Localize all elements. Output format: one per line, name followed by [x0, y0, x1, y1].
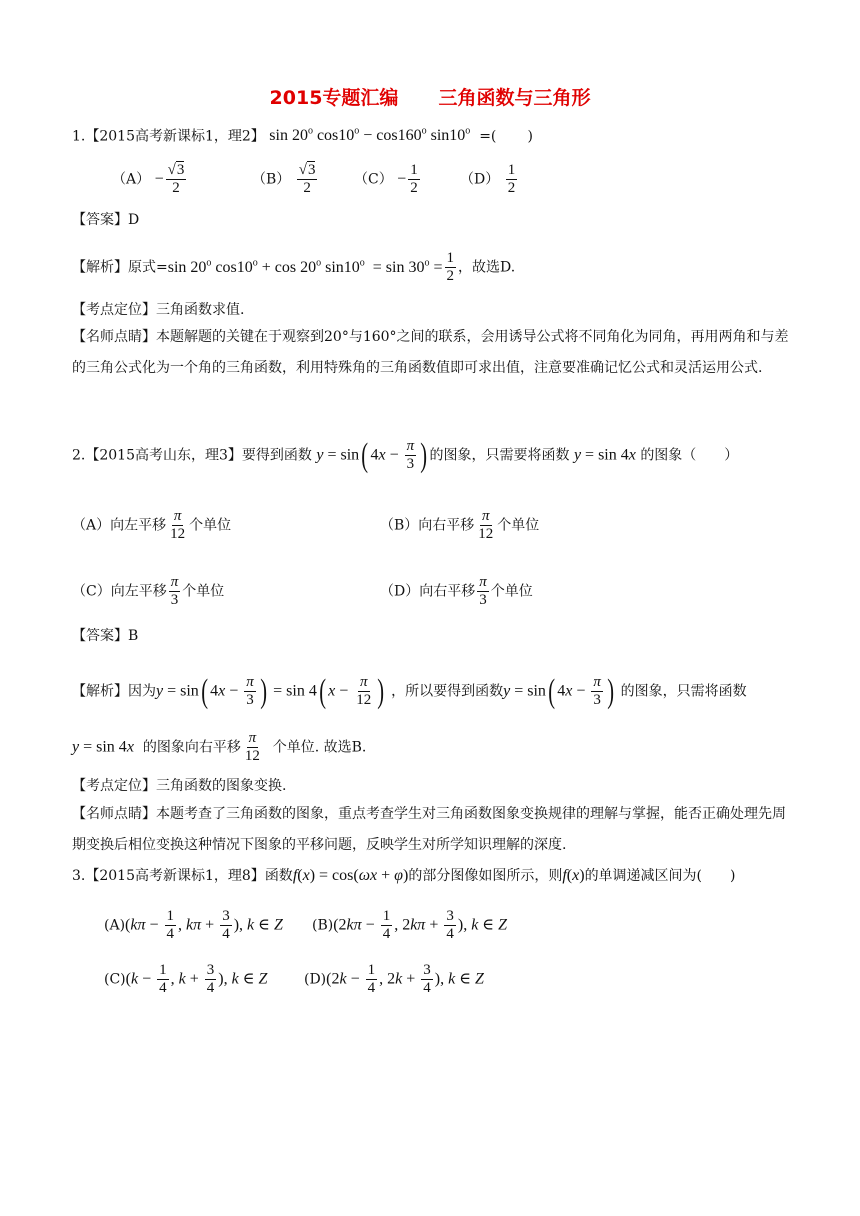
q2-option-c: （C）向左平移 $\frac{\pi}{3}$ 个单位 [72, 574, 225, 608]
q2-analysis-line2: y = sin 4x 的图象向右平移 $\frac{\pi}{12}$ 个单位. 故选B. [72, 730, 367, 764]
q2-comment: 【名师点睛】本题考查了三角函数的图象，重点考查学生对三角函数图象变换规律的理解与掌握，能否正确处理先周期变换后相位变换这种情况下图象的平移问题，反映学生对所学知识理解的深度. [72, 806, 786, 853]
q2-analysis-line1: 【解析】因为y = sin( 4x − $\frac{\pi}{3}$ ) = sin 4( x − $\frac{\pi}{12}$ ) ，所以要得到函数y = sin( 4x − $\frac{\pi}{3}$ ) 的图象，只需将函数 [72, 672, 747, 710]
q2-point: 【考点定位】三角函数的图象变换. [72, 778, 287, 794]
q3-option-b: (B)(2kπ − $\frac{1}{4}$ , 2kπ + $\frac{3}{4}$ ), k ∈ Z [312, 908, 508, 942]
title-left: 2015专题汇编 [269, 87, 399, 109]
q1-stem: 1.【2015高考新课标1，理2】 sin 20$^o$ $\cos 10^o - \cos 160^o$ sin10$^o$ =( ) [72, 126, 534, 145]
q1-option-c: （C） − $\frac{1}{2}$ [354, 162, 418, 196]
q1-comment: 【名师点睛】本题解题的关键在于观察到20°与160°之间的联系，会用诱导公式将不同角化为同角，再用两角和与差的三角公式化为一个角的三角函数，利用特殊角的三角函数值即可求出值，注意要准确记忆公式和灵活运用公式. [72, 329, 789, 376]
page-title [0, 86, 860, 110]
q1-analysis: 【解析】原式=sin 20$^o$ $\cos 10^o + \cos 20^o$ $\sin 10^o = \sin 30^o$ = $\frac{1}{2}$ ，故选D. [72, 250, 516, 284]
title-right: 三角函数与三角形 [438, 87, 591, 109]
q1-point: 【考点定位】三角函数求值. [72, 302, 245, 318]
q3-option-d: (D)(2k − $\frac{1}{4}$ , 2k + $\frac{3}{4}$ ), k ∈ Z [304, 962, 484, 996]
q1-answer: 【答案】D [72, 212, 140, 228]
q3-stem: 3.【2015高考新课标1，理8】函数f(x) = cos(ωx + φ)的部分图像如图所示，则f(x)的单调递减区间为( ) [72, 867, 736, 884]
q1-option-d: （D） $\frac{1}{2}$ [460, 162, 516, 196]
q2-answer: 【答案】B [72, 628, 139, 644]
q3-option-a: (A)(kπ − $\frac{1}{4}$ , kπ + $\frac{3}{4}$ ), k ∈ Z [104, 908, 283, 942]
q1-head: 1.【2015高考新课标1，理2】 [72, 128, 265, 145]
q3-option-c: (C)(k − $\frac{1}{4}$ , k + $\frac{3}{4}$ ), k ∈ Z [104, 962, 268, 996]
q1-expression: sin 20$^o$ $\cos 10^o - \cos 160^o$ sin10$^o$ [269, 126, 471, 145]
q2-option-d: （D）向右平移 $\frac{\pi}{3}$ 个单位 [380, 574, 533, 608]
q1-option-b: （B） $\frac{√3}{2}$ [252, 162, 316, 196]
q2-option-a: （A）向左平移 $\frac{\pi}{12}$ 个单位 [72, 508, 232, 542]
q1-option-a: （A） − $\frac{√3}{2}$ [112, 162, 185, 196]
q2-option-b: （B）向右平移 $\frac{\pi}{12}$ 个单位 [380, 508, 540, 542]
q2-stem: 2.【2015高考山东，理3】要得到函数 y = sin( 4x − $\frac{\pi}{3}$ ) 的图象，只需要将函数 y = sin 4x 的图象（ ） [72, 436, 739, 474]
